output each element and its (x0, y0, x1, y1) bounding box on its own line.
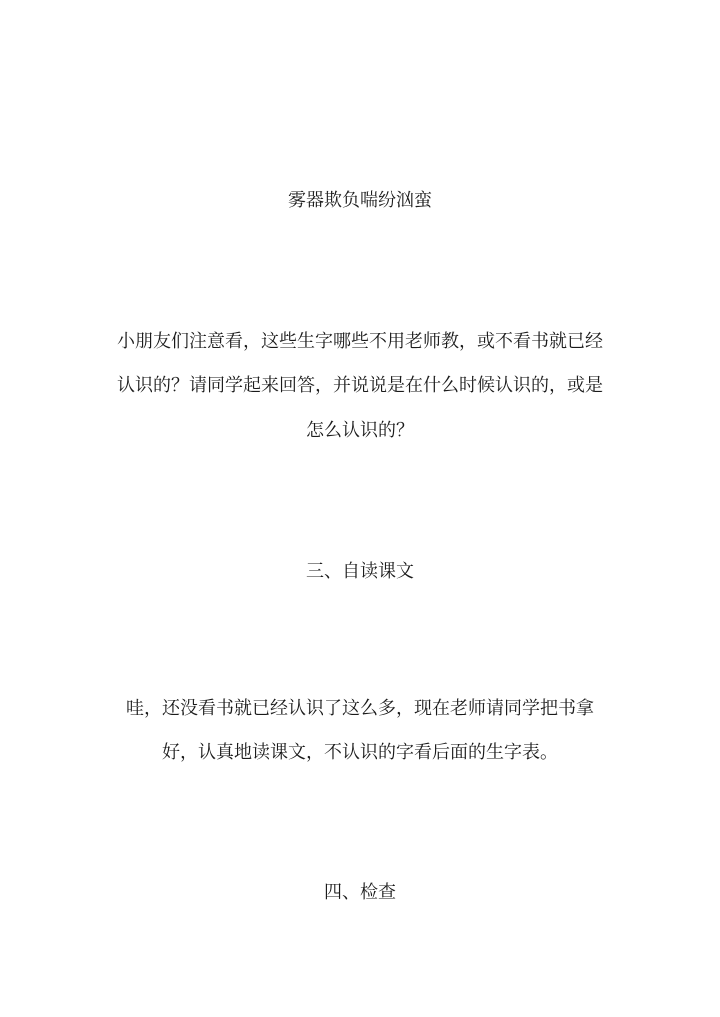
paragraph-line: 好，认真地读课文，不认识的字看后面的生字表。 (162, 742, 558, 763)
section-heading: 四、检查 (324, 882, 396, 903)
paragraph-line: 小朋友们注意看，这些生字哪些不用老师教，或不看书就已经 (117, 331, 603, 352)
vocabulary-characters: 雾器欺负喘纷汹蛮 (288, 190, 432, 211)
paragraph-line: 认识的？请同学起来回答，并说说是在什么时候认识的，或是 (117, 375, 603, 396)
section-heading: 三、自读课文 (306, 561, 414, 582)
paragraph-line: 哇，还没看书就已经认识了这么多，现在老师请同学把书拿 (126, 698, 594, 719)
paragraph-line: 怎么认识的？ (306, 420, 414, 441)
